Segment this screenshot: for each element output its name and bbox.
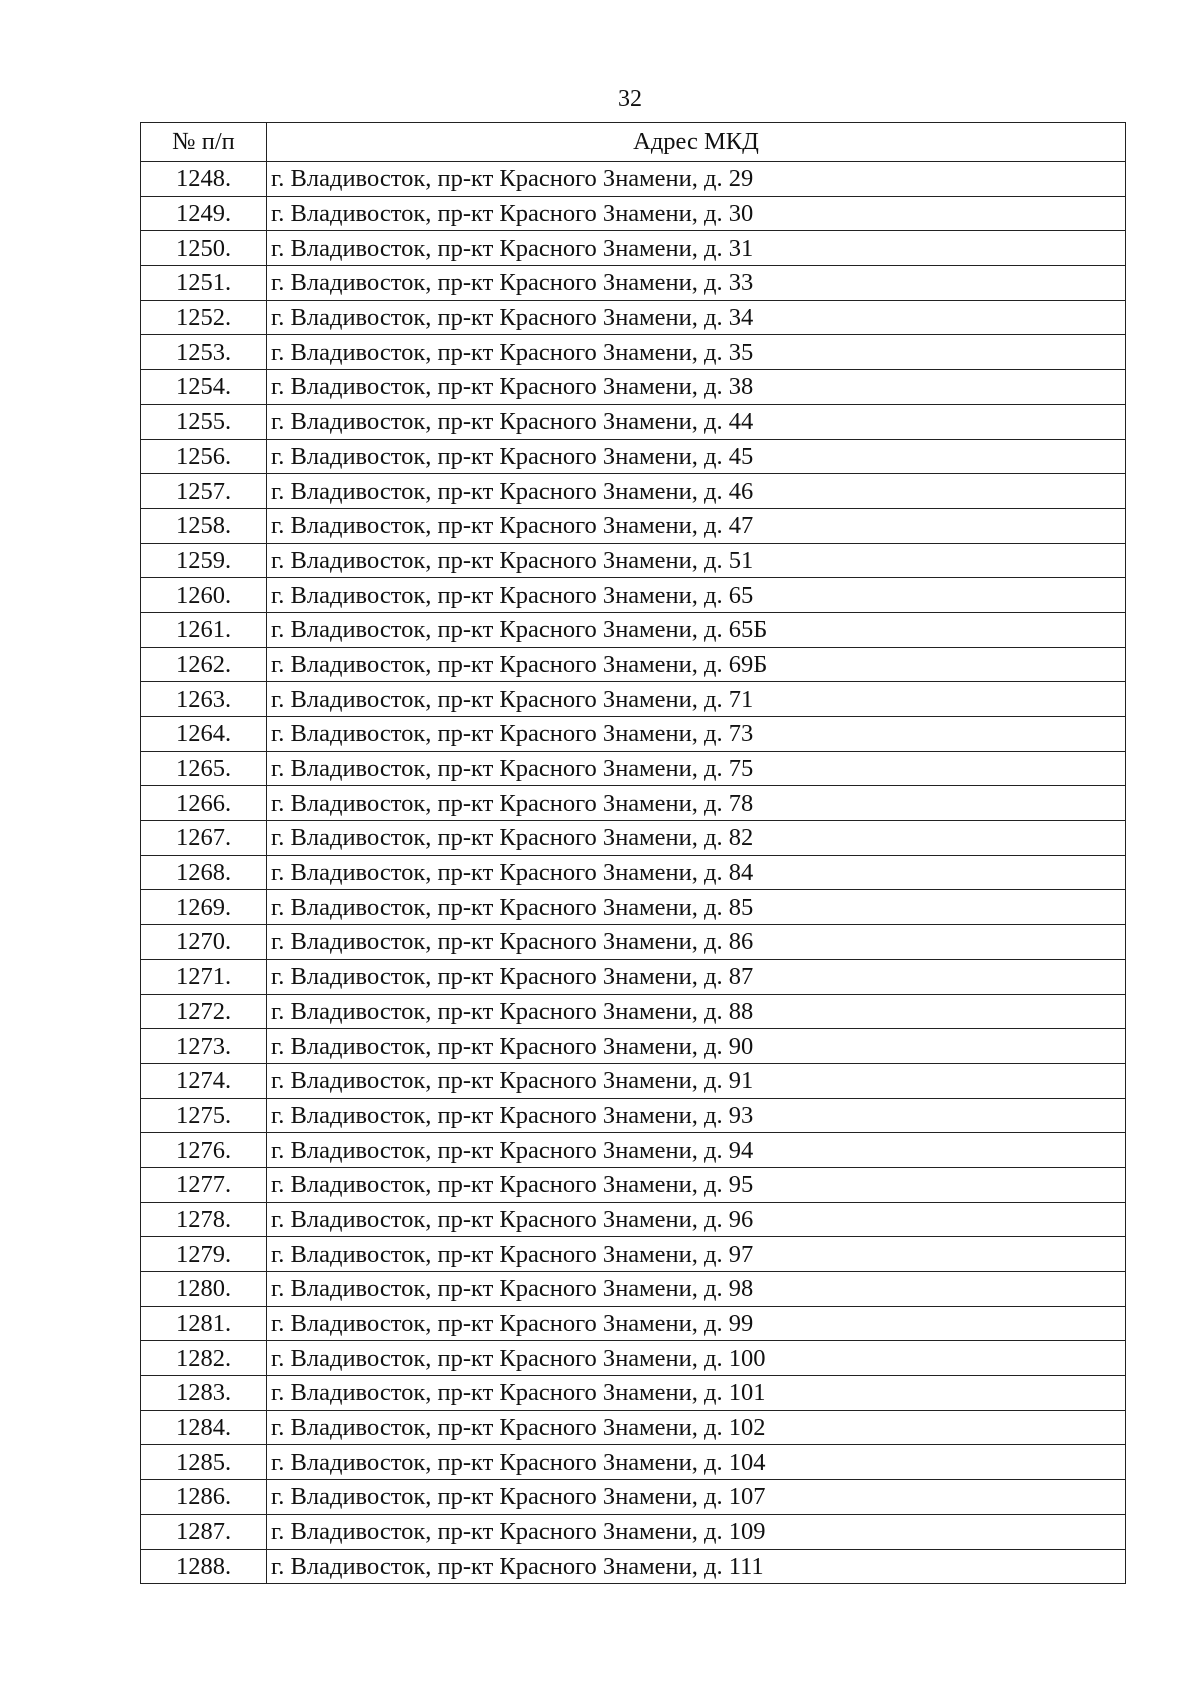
address-cell: г. Владивосток, пр-кт Красного Знамени, д. 30 [267, 196, 1126, 231]
table-row [141, 855, 1126, 890]
row-number-cell: 1288. [141, 1549, 267, 1584]
address-cell: г. Владивосток, пр-кт Красного Знамени, д. 75 [267, 751, 1126, 786]
address-cell: г. Владивосток, пр-кт Красного Знамени, д. 91 [267, 1063, 1126, 1098]
table-row [141, 1306, 1126, 1341]
address-cell: г. Владивосток, пр-кт Красного Знамени, д. 31 [267, 231, 1126, 266]
address-cell: г. Владивосток, пр-кт Красного Знамени, д. 94 [267, 1133, 1126, 1168]
address-cell: г. Владивосток, пр-кт Красного Знамени, д. 102 [267, 1410, 1126, 1445]
row-number-cell: 1269. [141, 890, 267, 925]
column-header-address: Адрес МКД [267, 123, 1126, 162]
address-cell: г. Владивосток, пр-кт Красного Знамени, д. 65 [267, 578, 1126, 613]
table-row [141, 1445, 1126, 1480]
row-number-cell: 1282. [141, 1341, 267, 1376]
table-row [141, 717, 1126, 752]
address-cell: г. Владивосток, пр-кт Красного Знамени, д. 34 [267, 300, 1126, 335]
address-cell: г. Владивосток, пр-кт Красного Знамени, д. 98 [267, 1272, 1126, 1307]
address-cell: г. Владивосток, пр-кт Красного Знамени, д. 29 [267, 162, 1126, 197]
row-number-cell: 1252. [141, 300, 267, 335]
row-number-cell: 1261. [141, 612, 267, 647]
table-row [141, 439, 1126, 474]
row-number-cell: 1251. [141, 266, 267, 301]
table-row [141, 1098, 1126, 1133]
address-cell: г. Владивосток, пр-кт Красного Знамени, д. 97 [267, 1237, 1126, 1272]
row-number-cell: 1278. [141, 1202, 267, 1237]
row-number-cell: 1260. [141, 578, 267, 613]
address-cell: г. Владивосток, пр-кт Красного Знамени, д. 51 [267, 543, 1126, 578]
row-number-cell: 1280. [141, 1272, 267, 1307]
row-number-cell: 1285. [141, 1445, 267, 1480]
table-row [141, 1514, 1126, 1549]
address-cell: г. Владивосток, пр-кт Красного Знамени, д. 100 [267, 1341, 1126, 1376]
table-row [141, 196, 1126, 231]
address-cell: г. Владивосток, пр-кт Красного Знамени, д. 44 [267, 404, 1126, 439]
address-cell: г. Владивосток, пр-кт Красного Знамени, д. 73 [267, 717, 1126, 752]
row-number-cell: 1263. [141, 682, 267, 717]
row-number-cell: 1248. [141, 162, 267, 197]
row-number-cell: 1286. [141, 1480, 267, 1515]
row-number-cell: 1259. [141, 543, 267, 578]
row-number-cell: 1256. [141, 439, 267, 474]
table-row [141, 404, 1126, 439]
row-number-cell: 1281. [141, 1306, 267, 1341]
row-number-cell: 1275. [141, 1098, 267, 1133]
row-number-cell: 1266. [141, 786, 267, 821]
row-number-cell: 1273. [141, 1029, 267, 1064]
table-row [141, 162, 1126, 197]
address-cell: г. Владивосток, пр-кт Красного Знамени, д. 104 [267, 1445, 1126, 1480]
table-row [141, 890, 1126, 925]
table-row [141, 1480, 1126, 1515]
address-cell: г. Владивосток, пр-кт Красного Знамени, д. 78 [267, 786, 1126, 821]
row-number-cell: 1262. [141, 647, 267, 682]
row-number-cell: 1268. [141, 855, 267, 890]
table-row [141, 1133, 1126, 1168]
table-row [141, 821, 1126, 856]
table-row [141, 474, 1126, 509]
row-number-cell: 1267. [141, 821, 267, 856]
row-number-cell: 1255. [141, 404, 267, 439]
table-row [141, 1063, 1126, 1098]
address-cell: г. Владивосток, пр-кт Красного Знамени, д. 86 [267, 925, 1126, 960]
table-row [141, 1410, 1126, 1445]
address-cell: г. Владивосток, пр-кт Красного Знамени, д. 99 [267, 1306, 1126, 1341]
row-number-cell: 1271. [141, 959, 267, 994]
address-cell: г. Владивосток, пр-кт Красного Знамени, д. 82 [267, 821, 1126, 856]
table-row [141, 925, 1126, 960]
table-row [141, 1237, 1126, 1272]
table-row [141, 1029, 1126, 1064]
row-number-cell: 1250. [141, 231, 267, 266]
address-cell: г. Владивосток, пр-кт Красного Знамени, д. 84 [267, 855, 1126, 890]
table-row [141, 647, 1126, 682]
row-number-cell: 1258. [141, 508, 267, 543]
table-row [141, 543, 1126, 578]
row-number-cell: 1277. [141, 1167, 267, 1202]
table-row [141, 1202, 1126, 1237]
table-row [141, 959, 1126, 994]
address-cell: г. Владивосток, пр-кт Красного Знамени, д. 87 [267, 959, 1126, 994]
address-cell: г. Владивосток, пр-кт Красного Знамени, д. 93 [267, 1098, 1126, 1133]
table-row [141, 578, 1126, 613]
address-cell: г. Владивосток, пр-кт Красного Знамени, д. 46 [267, 474, 1126, 509]
row-number-cell: 1254. [141, 370, 267, 405]
row-number-cell: 1265. [141, 751, 267, 786]
address-cell: г. Владивосток, пр-кт Красного Знамени, д. 109 [267, 1514, 1126, 1549]
table-row [141, 682, 1126, 717]
address-cell: г. Владивосток, пр-кт Красного Знамени, д. 69Б [267, 647, 1126, 682]
row-number-cell: 1270. [141, 925, 267, 960]
row-number-cell: 1249. [141, 196, 267, 231]
row-number-cell: 1284. [141, 1410, 267, 1445]
table-row [141, 1376, 1126, 1411]
row-number-cell: 1272. [141, 994, 267, 1029]
address-table [140, 122, 1126, 1584]
table-body [141, 162, 1126, 1584]
row-number-cell: 1276. [141, 1133, 267, 1168]
row-number-cell: 1283. [141, 1376, 267, 1411]
column-header-number: № п/п [141, 123, 267, 162]
table-row [141, 786, 1126, 821]
address-cell: г. Владивосток, пр-кт Красного Знамени, д. 71 [267, 682, 1126, 717]
table-row [141, 370, 1126, 405]
table-row [141, 266, 1126, 301]
table-row [141, 1167, 1126, 1202]
address-cell: г. Владивосток, пр-кт Красного Знамени, д. 88 [267, 994, 1126, 1029]
table-row [141, 994, 1126, 1029]
address-cell: г. Владивосток, пр-кт Красного Знамени, д. 111 [267, 1549, 1126, 1584]
table-row [141, 1341, 1126, 1376]
address-cell: г. Владивосток, пр-кт Красного Знамени, д. 96 [267, 1202, 1126, 1237]
row-number-cell: 1279. [141, 1237, 267, 1272]
row-number-cell: 1287. [141, 1514, 267, 1549]
address-cell: г. Владивосток, пр-кт Красного Знамени, д. 90 [267, 1029, 1126, 1064]
row-number-cell: 1253. [141, 335, 267, 370]
table-header [141, 123, 1126, 162]
address-cell: г. Владивосток, пр-кт Красного Знамени, д. 85 [267, 890, 1126, 925]
header-row [141, 123, 1126, 162]
table-row [141, 335, 1126, 370]
address-cell: г. Владивосток, пр-кт Красного Знамени, д. 65Б [267, 612, 1126, 647]
address-cell: г. Владивосток, пр-кт Красного Знамени, д. 33 [267, 266, 1126, 301]
address-cell: г. Владивосток, пр-кт Красного Знамени, д. 95 [267, 1167, 1126, 1202]
address-cell: г. Владивосток, пр-кт Красного Знамени, д. 35 [267, 335, 1126, 370]
table-row [141, 1549, 1126, 1584]
address-cell: г. Владивосток, пр-кт Красного Знамени, д. 101 [267, 1376, 1126, 1411]
table-row [141, 1272, 1126, 1307]
table-row [141, 508, 1126, 543]
page-number: 32 [618, 86, 642, 112]
table-row [141, 231, 1126, 266]
row-number-cell: 1257. [141, 474, 267, 509]
table-row [141, 751, 1126, 786]
address-cell: г. Владивосток, пр-кт Красного Знамени, д. 47 [267, 508, 1126, 543]
address-cell: г. Владивосток, пр-кт Красного Знамени, д. 38 [267, 370, 1126, 405]
row-number-cell: 1264. [141, 717, 267, 752]
row-number-cell: 1274. [141, 1063, 267, 1098]
table-row [141, 612, 1126, 647]
address-cell: г. Владивосток, пр-кт Красного Знамени, д. 107 [267, 1480, 1126, 1515]
address-cell: г. Владивосток, пр-кт Красного Знамени, д. 45 [267, 439, 1126, 474]
table-row [141, 300, 1126, 335]
